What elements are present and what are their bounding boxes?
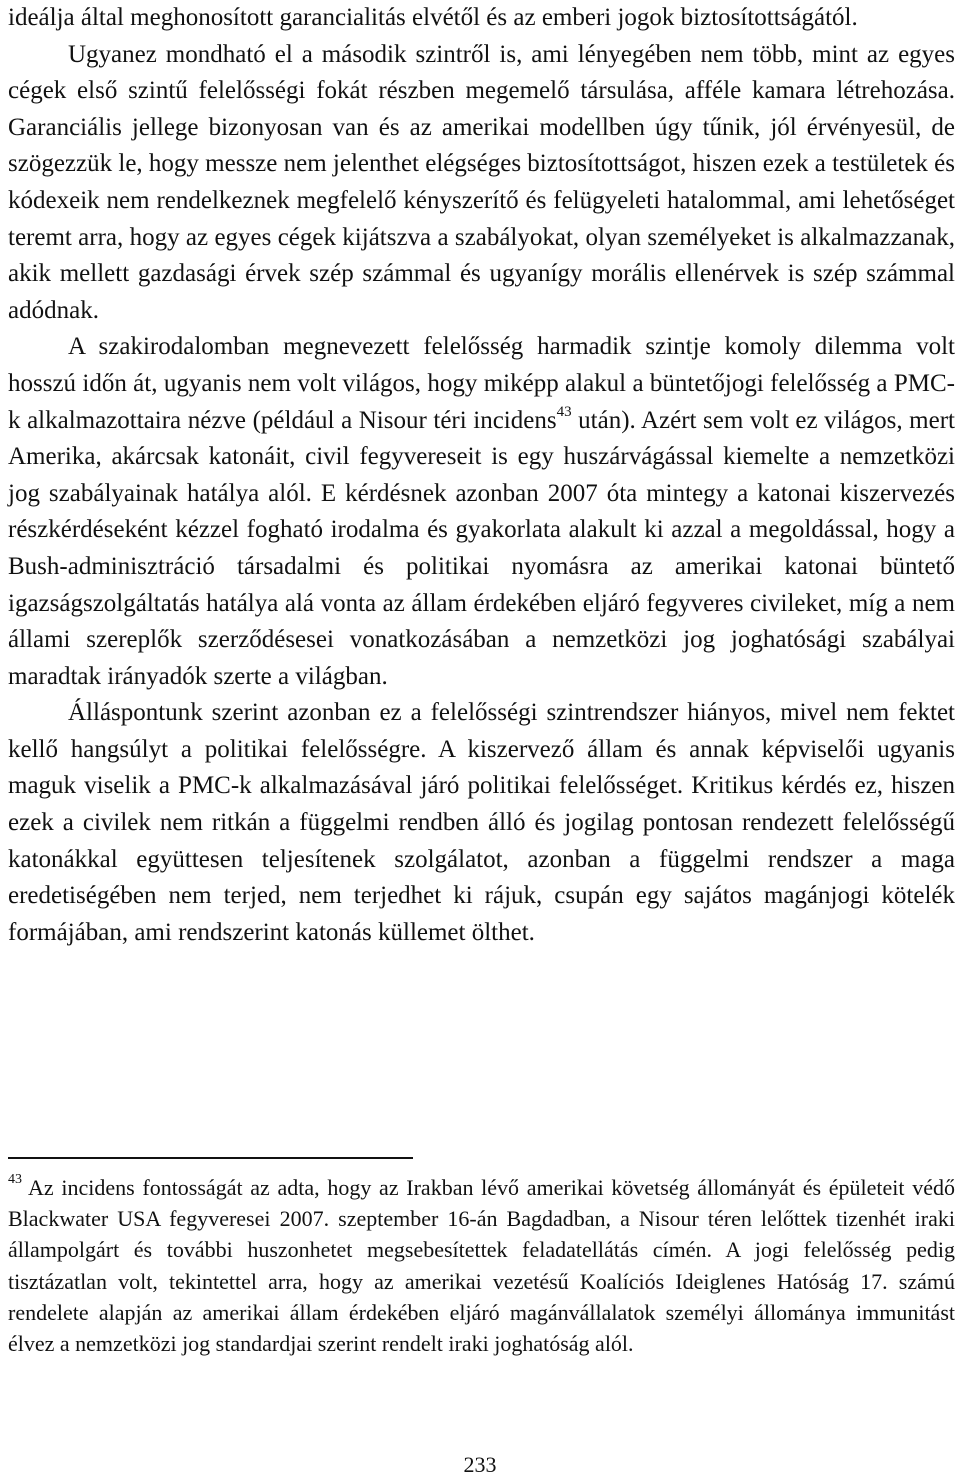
paragraph-continuation — [8, 0, 955, 37]
paragraph — [8, 37, 955, 330]
body-text — [8, 0, 955, 951]
paragraph-text: ideálja által meghonosított garancialitás elvétől és az emberi jogok biztosítottságától. — [8, 4, 858, 31]
page-number: 233 — [463, 1452, 497, 1477]
footnote-text: Az incidens fontosságát az adta, hogy az Irakban lévő amerikai követség állományát és épületeit védő Blackwater USA fegyveresei 2007. szeptember 16-án Bagdadban, a Nisour téren lelőttek tizenhét iraki állampolgárt és további huszonhetet megsebesítettek feladatellátás címén. A jogi felelősség pedig tisztázatlan volt, tekintettel arra, hogy az amerikai vezetésű Koalíciós Ideiglenes Hatóság 17. számú rendelete alapján az amerikai állam érdekében eljáró magánvállalatok személyi állománya immunitást élvez a nemzetközi jog standardjai szerint rendelt iraki joghatóság alól. — [8, 1175, 955, 1357]
paragraph-text: Álláspontunk szerint azonban ez a felelősségi szintrendszer hiányos, mivel nem fektet kellő hangsúlyt a politikai felelősségre. A kiszervező állam és annak képviselői ugyanis maguk viselik a PMC-k alkalmazásával járó politikai felelősséget. Kritikus kérdés ez, hiszen ezek a civilek nem ritkán a függelmi rendben álló és jogilag pontosan rendezett felelősségű katonákkal együttesen teljesítenek szolgálatot, azonban a függelmi rendszer a maga eredetiségében nem terjed, nem terjedhet ki rájuk, csupán egy sajátos magánjogi kötelék formájában, ami rendszerint katonás küllemet ölthet. — [8, 699, 955, 946]
footnote-separator — [8, 1157, 413, 1159]
paragraph-text: után). Azért sem volt ez világos, mert Amerika, akárcsak katonáit, civil fegyvereseit is egy huszárvágással kiemelte a nemzetközi jog szabályainak hatálya alól. E kérdésnek azonban 2007 óta mintegy a katonai kiszervezés részkérdéseként kézzel fogható irodalma és gyakorlata alakult ki azzal a megoldással, hogy a Bush-adminisztráció társadalmi és politikai nyomásra az amerikai katonai büntető igazságszolgáltatás hatálya alá vonta az állam érdekében eljáró fegyveres civileket, míg a nem állami szereplők szerződésesei vonatkozásában a nemzetközi jog joghatósági szabályai maradtak irányadók szerte a világban. — [8, 406, 955, 690]
footnote-number: 43 — [8, 1171, 22, 1187]
paragraph-text: A szakirodalomban megnevezett felelősség harmadik szintje komoly dilemma volt hosszú időn át, ugyanis nem volt világos, hogy miképp alakul a büntetőjogi felelősség a PMC-k alkalmazottaira nézve (például a Nisour téri incidens — [8, 333, 955, 434]
paragraph — [8, 329, 955, 695]
footnote-reference[interactable]: 43 — [556, 404, 572, 421]
paragraph — [8, 695, 955, 951]
footnote — [8, 1172, 955, 1359]
document-page — [8, 0, 955, 951]
paragraph-text: Ugyanez mondható el a második szintről is, ami lényegében nem több, mint az egyes cégek első szintű felelősségi fokát részben megemelő társulása, afféle kamara létrehozása. Garanciális jellege bizonyosan van és az amerikai modellben úgy tűnik, jól érvényesül, de szögezzük le, hogy messze nem jelenthet elégséges biztosítottságot, hiszen ezek a testületek és kódexeik nem rendelkeznek megfelelő kényszerítő és felügyeleti hatalommal, ami lehetőséget teremt arra, hogy az egyes cégek kijátszva a szabályokat, olyan személyeket is alkalmazzanak, akik mellett gazdasági érvek szép számmal és ugyanígy morális ellenérvek is szép számmal adódnak. — [8, 40, 955, 324]
